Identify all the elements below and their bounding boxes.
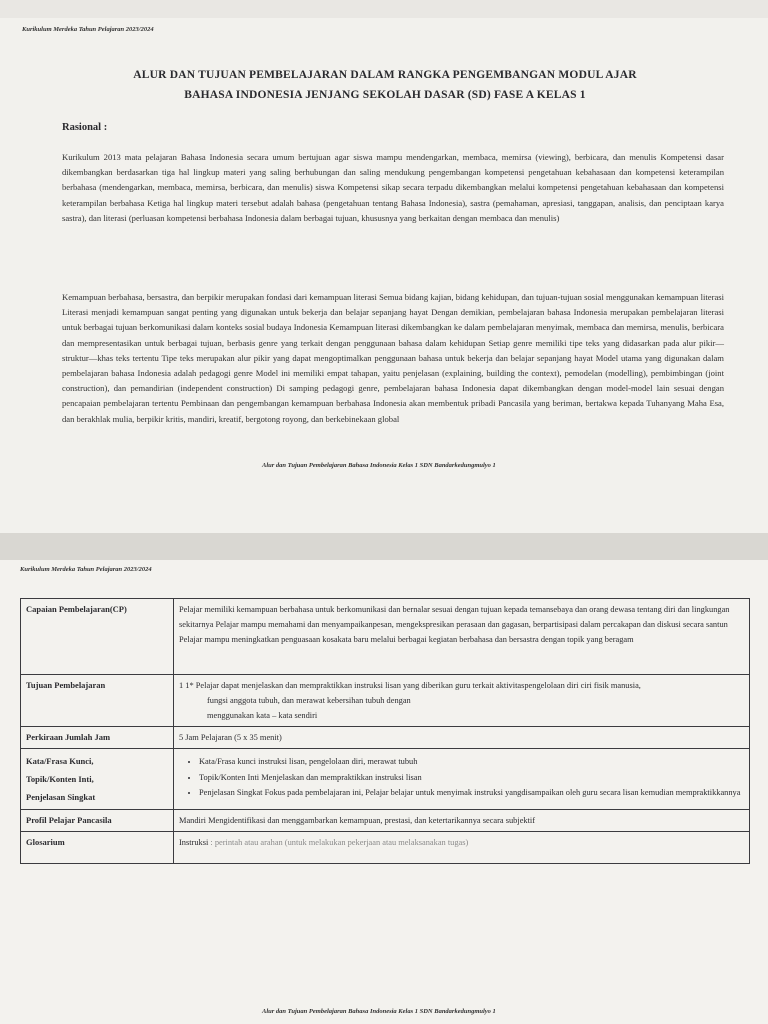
table-row	[21, 727, 750, 749]
kata-label-3: Penjelasan Singkat	[26, 792, 96, 802]
rasional-heading: Rasional :	[62, 122, 108, 133]
keyword-list	[179, 754, 744, 801]
table-row	[21, 749, 750, 810]
rasional-paragraph-2: Kemampuan berbahasa, bersastra, dan berpikir merupakan fondasi dari kemampuan literasi Semua bidang kajian, bidang kehidupan, dan tujuan-tujuan sosial menggunakan kemampuan literasi Literasi menjadi kemampuan sangat penting yang digunakan untuk bekerja dan belajar sepanjang hayat Dengan demikian, pembelajaran bahasa Indonesia merupakan pembelajaran literasi untuk berbagai tujuan berkomunikasi dalam konteks sosial budaya Indonesia Kemampuan literasi dikembangkan ke dalam pembelajaran menyimak, membaca dan memirsa, menulis, berbicara dan mempresentasikan untuk berbagai tujuan, berbasis genre yang terkait dengan penggunaan bahasa dalam kehidupan Setiap genre memiliki tipe teks yang didasarkan pada alur pikir—struktur—khas teks tertentu Tipe teks merupakan alur pikir yang dapat mengoptimalkan penggunaan bahasa untuk bekerja dan belajar sepanjang hayat Model utama yang digunakan dalam pembelajaran bahasa Indonesia adalah pedagogi genre Model ini memiliki empat tahapan, yaitu penjelasan (explaining, building the context), pemodelan (modelling), pembimbingan (joint construction), dan pemandirian (independent construction) Di samping pedagogi genre, pembelajaran bahasa Indonesia dapat dikembangkan dengan model-model lain sesuai dengan pencapaian pembelajaran tertentu Pembinaan dan pengembangan kemampuan berbahasa Indonesia akan membentuk pribadi Pancasila yang beriman, bertakwa kepada Tuhanyang Maha Esa, dan berakhlak mulia, berpikir kritis, mandiri, kreatif, bergotong royong, dan berkebinekaan global	[62, 292, 724, 424]
profil-text: Mandiri Mengidentifikasi dan menggambarkan kemampuan, prestasi, dan ketertarikannya secara subjektif	[174, 810, 750, 832]
kata-label-2: Topik/Konten Inti,	[26, 774, 94, 784]
document-title-line-2: BAHASA INDONESIA JENJANG SEKOLAH DASAR (SD) FASE A KELAS 1	[184, 89, 586, 101]
page-2-footer-note: Alur dan Tujuan Pembelajaran Bahasa Indonesia Kelas 1 SDN Bandarkedungmulyo 1	[262, 1008, 496, 1015]
profil-label: Profil Pelajar Pancasila	[21, 810, 174, 832]
tp-line-2: fungsi anggota tubuh, dan merawat kebersihan tubuh dengan	[207, 696, 411, 705]
document-title-line-1: ALUR DAN TUJUAN PEMBELAJARAN DALAM RANGKA PENGEMBANGAN MODUL AJAR	[133, 69, 637, 81]
kata-cell	[174, 749, 750, 810]
jam-text: 5 Jam Pelajaran (5 x 35 menit)	[174, 727, 750, 749]
jam-label: Perkiraan Jumlah Jam	[21, 727, 174, 749]
page-1-footer-note: Alur dan Tujuan Pembelajaran Bahasa Indonesia Kelas 1 SDN Bandarkedungmulyo 1	[262, 462, 496, 469]
tp-label: Tujuan Pembelajaran	[21, 675, 174, 727]
list-item: • Kata/Frasa kunci instruksi lisan, pengelolaan diri, merawat tubuh	[199, 754, 744, 770]
cp-label: Capaian Pembelajaran(CP)	[21, 599, 174, 675]
glosarium-cell	[174, 832, 750, 864]
table-row	[21, 832, 750, 864]
table-row	[21, 810, 750, 832]
document-page-2	[0, 560, 768, 1024]
table-row	[21, 675, 750, 727]
curriculum-header-note-2: Kurikulum Merdeka Tahun Pelajaran 2023/2024	[20, 566, 152, 573]
glosarium-definition: : perintah atau arahan (untuk melakukan pekerjaan atau melaksanakan tugas)	[210, 838, 469, 847]
tp-cell	[174, 675, 750, 727]
cp-text: Pelajar memiliki kemampuan berbahasa untuk berkomunikasi dan bernalar sesuai dengan tujuan kepada temansebaya dan orang dewasa tentang diri dan lingkungan sekitarnya Pelajar mampu memahami dan menyampaikanpesan, mengekspresikan perasaan dan gagasan, berpartisipasi dalam percakapan dan diskusi secara santun Pelajar mampu meningkatkan penguasaan kosakata baru melalui berbagai kegiatan berbahasa dan bersastra dengan topik yang beragam	[174, 599, 750, 675]
glosarium-label: Glosarium	[21, 832, 174, 864]
tp-line-1: 1 1* Pelajar dapat menjelaskan dan mempraktikkan instruksi lisan yang diberikan guru terkait aktivitaspengelolaan diri ciri fisik manusia,	[179, 681, 641, 690]
glosarium-term: Instruksi	[179, 838, 209, 847]
tp-line-3: menggunakan kata – kata sendiri	[207, 711, 318, 720]
learning-objectives-table	[20, 598, 750, 864]
list-item: • Penjelasan Singkat Fokus pada pembelajaran ini, Pelajar belajar untuk menyimak instruksi yangdisampaikan oleh guru secara lisan kemudian mempraktikkannya	[199, 785, 744, 801]
kata-label-1: Kata/Frasa Kunci,	[26, 756, 94, 766]
table-row	[21, 599, 750, 675]
kata-label-cell	[21, 749, 174, 810]
document-page-1	[0, 18, 768, 533]
rasional-paragraph-1: Kurikulum 2013 mata pelajaran Bahasa Indonesia secara umum bertujuan agar siswa mampu mendengarkan, membaca, memirsa (viewing), berbicara, dan menulis Kompetensi dasar dikembangkan berdasarkan tiga hal lingkup materi yang saling berhubungan dan saling mendukung pengembangan kompetensi pengetahuan kebahasaan dan kompetensi keterampilan berbahasa (mendengarkan, membaca, memirsa, berbicara, dan menulis) siswa Kompetensi sikap secara terpadu dikembangkan melalui kompetensi pengetahuan kebahasaan dan kompetensi keterampilan berbahasa Ketiga hal lingkup materi tersebut adalah bahasa (pengetahuan tentang Bahasa Indonesia), sastra (pemahaman, apresiasi, tanggapan, analisis, dan penciptaan karya sastra), dan literasi (perluasan kompetensi berbahasa Indonesia dalam berbagai tujuan, khususnya yang berkaitan dengan membaca dan menulis)	[62, 152, 724, 223]
curriculum-header-note: Kurikulum Merdeka Tahun Pelajaran 2023/2024	[22, 26, 154, 33]
page-gap	[0, 533, 768, 560]
list-item: • Topik/Konten Inti Menjelaskan dan mempraktikkan instruksi lisan	[199, 770, 744, 786]
